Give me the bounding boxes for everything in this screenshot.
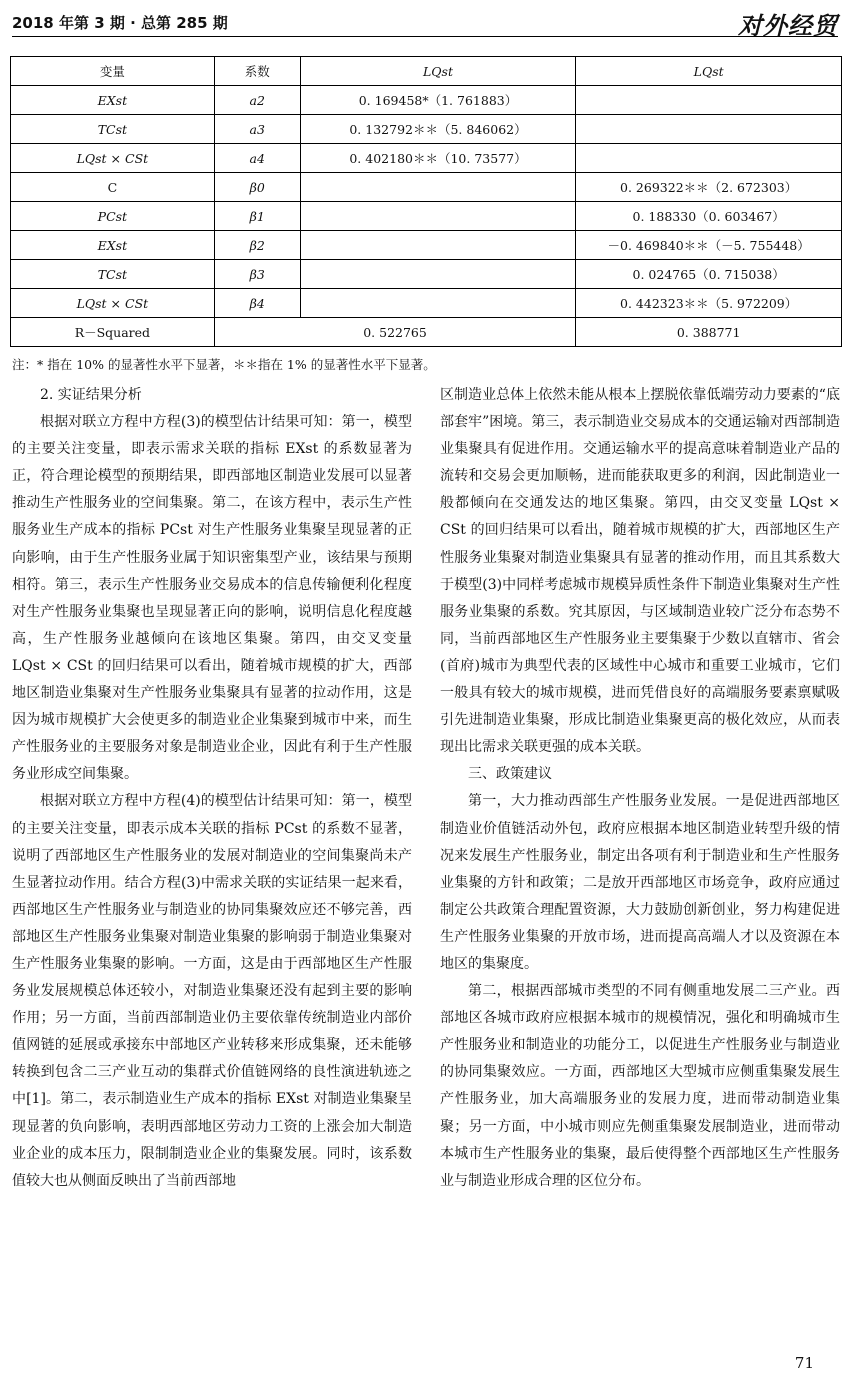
cell-value: －0. 469840＊＊（－5. 755448） — [576, 231, 842, 260]
cell-value: 0. 442323＊＊（5. 972209） — [576, 289, 842, 318]
cell-coef: β3 — [214, 260, 300, 289]
cell-value — [300, 231, 576, 260]
cell-value: 0. 402180＊＊（10. 73577） — [300, 144, 576, 173]
cell-value — [300, 260, 576, 289]
table-header-row — [11, 57, 842, 86]
left-column — [12, 382, 412, 1195]
table-row — [11, 173, 842, 202]
table-row-r-squared — [11, 318, 842, 347]
table-row — [11, 115, 842, 144]
table-row — [11, 260, 842, 289]
cell-coef: β2 — [214, 231, 300, 260]
cell-coef: β1 — [214, 202, 300, 231]
cell-variable: PCst — [11, 202, 215, 231]
cell-value: 0. 132792＊＊（5. 846062） — [300, 115, 576, 144]
cell-coef: a3 — [214, 115, 300, 144]
col-header-lq-a: LQst — [300, 57, 576, 86]
cell-variable: EXst — [11, 231, 215, 260]
regression-table — [10, 56, 842, 347]
paragraph: 第二，根据西部城市类型的不同有侧重地发展二三产业。西部地区各城市政府应根据本城市的规模情况，强化和明确城市生产性服务业和制造业的功能分工，以促进生产性服务业与制造业的协同集聚效应。一方面，西部地区大型城市应侧重集聚发展生产性服务业，加大高端服务业的发展力度，进而带动制造业集聚；另一方面，中小城市则应先侧重集聚发展制造业，进而带动本城市生产性服务业的集聚，最后使得整个西部地区生产性服务业与制造业形成合理的区位分布。 — [440, 983, 840, 1189]
cell-value — [576, 86, 842, 115]
section-heading: 三、政策建议 — [468, 766, 552, 783]
page-number: 71 — [794, 1354, 814, 1372]
page-header — [12, 8, 838, 40]
table-row — [11, 86, 842, 115]
cell-variable: EXst — [11, 86, 215, 115]
cell-value: 0. 269322＊＊（2. 672303） — [576, 173, 842, 202]
paragraph: 根据对联立方程中方程(4)的模型估计结果可知：第一，模型的主要关注变量，即表示成本关联的指标 PCst 的系数不显著，说明了西部地区生产性服务业的发展对制造业的空间集聚尚未产生显著拉动作用。结合方程(3)中需求关联的实证结果一起来看，西部地区生产性服务业与制造业的协同集聚效应还不够完善，西部地区生产性服务业集聚对制造业集聚的影响弱于制造业集聚对生产性服务业集聚的影响。一方面，这是由于西部地区生产性服务业发展规模总体还较小，对制造业集聚还没有起到主要的影响作用；另一方面，当前西部制造业仍主要依靠传统制造业内部价值网链的延展或承接东中部地区产业转移来形成集聚，还未能够转换到包含二三产业互动的集群式价值链网络的良性演进轨迹之中[1]。第二，表示制造业生产成本的指标 EXst 对制造业集聚呈现显著的负向影响，表明西部地区劳动力工资的上涨会加大制造业企业的成本压力，限制制造业企业的集聚发展。同时，该系数值较大也从侧面反映出了当前西部地 — [12, 793, 412, 1189]
table-note: 注：* 指在 10% 的显著性水平下显著，＊＊指在 1% 的显著性水平下显著。 — [12, 357, 436, 372]
cell-value — [300, 202, 576, 231]
cell-value: 0. 024765（0. 715038） — [576, 260, 842, 289]
table-row — [11, 202, 842, 231]
paragraph: 区制造业总体上依然未能从根本上摆脱依靠低端劳动力要素的“底部套牢”困境。第三，表示制造业交易成本的交通运输对西部制造业集聚具有促进作用。交通运输水平的提高意味着制造业产品的流转和交易会更加顺畅，进而能获取更多的利润，因此制造业一般都倾向在交通发达的地区集聚。第四，由交叉变量 LQst × CSt 的回归结果可以看出，随着城市规模的扩大，西部地区生产性服务业集聚对制造业集聚具有显著的推动作用，而且其系数大于模型(3)中同样考虑城市规模异质性条件下制造业集聚对生产性服务业集聚的系数。究其原因，与区域制造业较广泛分布态势不同，当前西部地区生产性服务业主要集聚于少数以直辖市、省会(首府)城市为典型代表的区域性中心城市和重要工业城市，它们一般具有较大的城市规模，进而凭借良好的高端服务要素禀赋吸引先进制造业集聚，形成比制造业集聚更高的极化效应，从而表现出比需求关联更强的成本关联。 — [440, 387, 840, 756]
cell-value — [300, 173, 576, 202]
cell-coef: a4 — [214, 144, 300, 173]
cell-coef: a2 — [214, 86, 300, 115]
col-header-variable: 变量 — [11, 57, 215, 86]
cell-coef: β0 — [214, 173, 300, 202]
table-row — [11, 144, 842, 173]
cell-r2-b: 0. 388771 — [576, 318, 842, 347]
subsection-heading: 2. 实证结果分析 — [40, 387, 142, 403]
cell-r2-a: 0. 522765 — [214, 318, 576, 347]
journal-title: 对外经贸 — [738, 11, 838, 40]
cell-variable: C — [11, 173, 215, 202]
cell-coef: β4 — [214, 289, 300, 318]
cell-variable: LQst × CSt — [11, 144, 215, 173]
right-column — [440, 382, 840, 1195]
cell-value — [576, 144, 842, 173]
table-row — [11, 289, 842, 318]
cell-value: 0. 188330（0. 603467） — [576, 202, 842, 231]
table-row — [11, 231, 842, 260]
cell-r2-label: R－Squared — [11, 318, 215, 347]
cell-variable: TCst — [11, 115, 215, 144]
cell-variable: TCst — [11, 260, 215, 289]
col-header-coefficient: 系数 — [214, 57, 300, 86]
paragraph: 根据对联立方程中方程(3)的模型估计结果可知：第一，模型的主要关注变量，即表示需求关联的指标 EXst 的系数显著为正，符合理论模型的预期结果，即西部地区制造业发展可以显著推动生产性服务业的空间集聚。第二，在该方程中，表示生产性服务业生产成本的指标 PCst 对生产性服务业集聚呈现显著的正向影响，由于生产性服务业属于知识密集型产业，该结果与预期相符。第三，表示生产性服务业交易成本的信息传输便利化程度对生产性服务业集聚也呈现显著正向的影响，说明信息化程度越高，生产性服务业越倾向在该地区集聚。第四，由交叉变量 LQst × CSt 的回归结果可以看出，随着城市规模的扩大，西部地区制造业集聚对生产性服务业集聚具有显著的拉动作用，这是因为城市规模扩大会使更多的制造业企业集聚到城市中来，而生产性服务业的主要服务对象是制造业企业，因此有利于生产性服务业形成空间集聚。 — [12, 414, 412, 783]
cell-value — [576, 115, 842, 144]
cell-value — [300, 289, 576, 318]
col-header-lq-b: LQst — [576, 57, 842, 86]
paragraph: 第一，大力推动西部生产性服务业发展。一是促进西部地区制造业价值链活动外包，政府应根据本地区制造业转型升级的情况来发展生产性服务业，制定出各项有利于制造业和生产性服务业集聚的方针和政策；二是放开西部地区市场竞争，政府应通过制定公共政策合理配置资源，大力鼓励创新创业，努力构建促进生产性服务业集聚的开放市场，进而提高高端人才以及资源在本地区的集聚度。 — [440, 793, 840, 972]
cell-value: 0. 169458*（1. 761883） — [300, 86, 576, 115]
issue-label: 2018 年第 3 期 · 总第 285 期 — [12, 14, 228, 32]
cell-variable: LQst × CSt — [11, 289, 215, 318]
